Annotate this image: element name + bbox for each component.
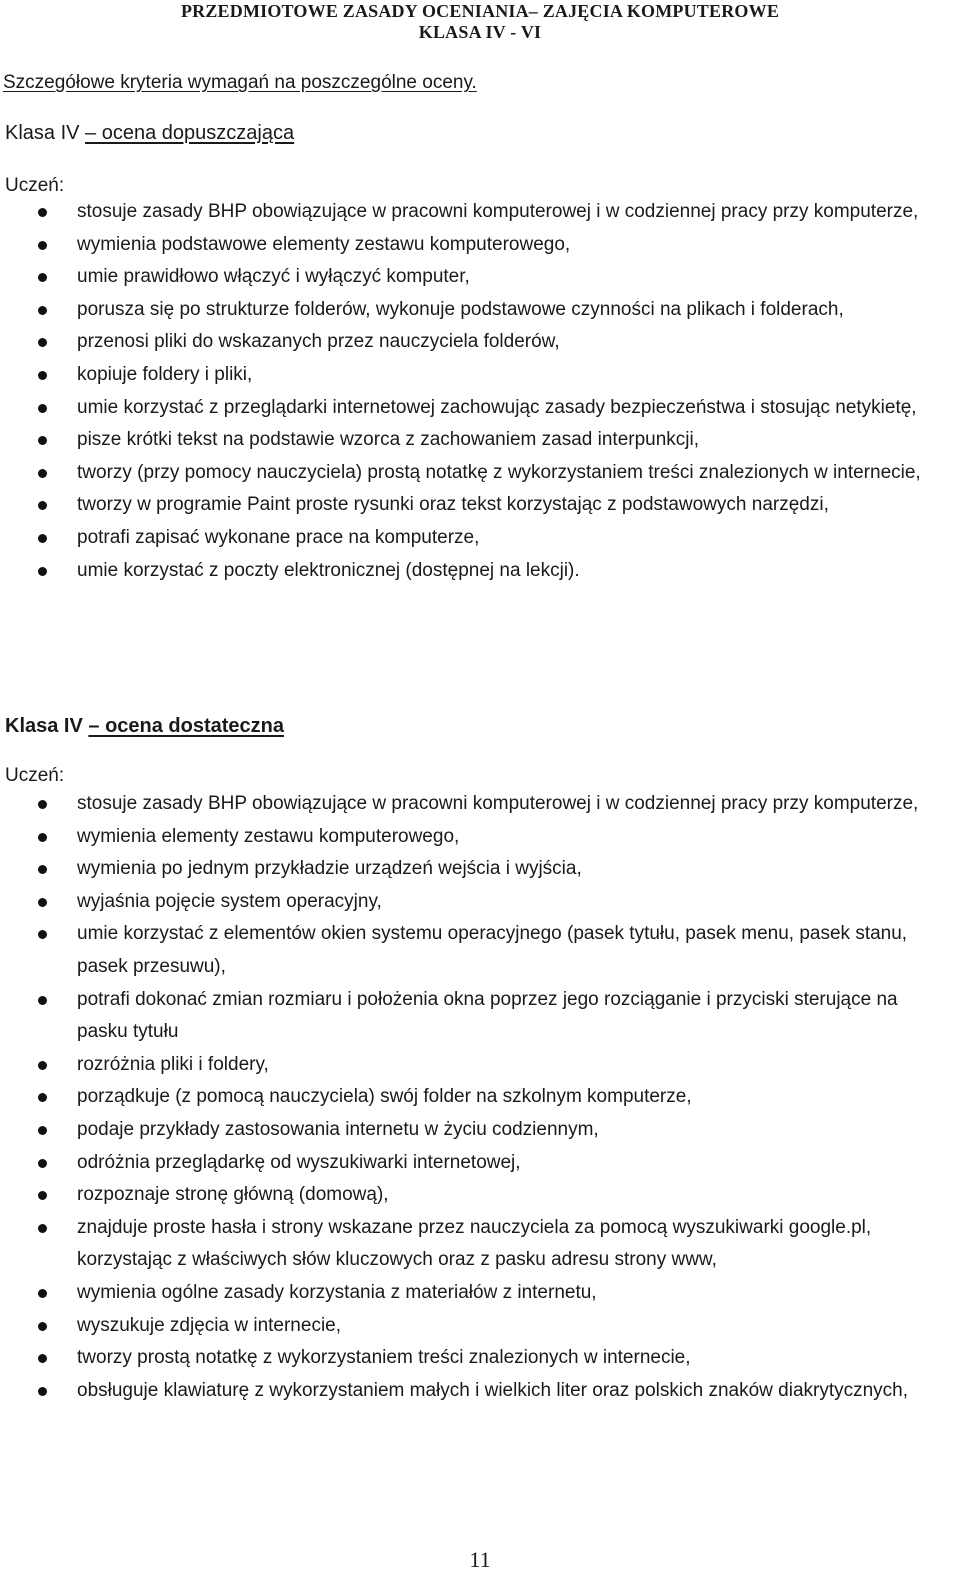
list-item (0, 392, 960, 425)
list-item-text: tworzy w programie Paint proste rysunki oraz tekst korzystając z podstawowych narzędzi, (77, 494, 829, 516)
bullet-icon (38, 1289, 47, 1298)
list-item-text: umie prawidłowo włączyć i wyłączyć komputer, (77, 266, 470, 288)
bullet-icon (38, 833, 47, 842)
list-item (0, 1277, 960, 1310)
list-item-text: przenosi pliki do wskazanych przez nauczyciela folderów, (77, 331, 560, 353)
list-item-text: stosuje zasady BHP obowiązujące w pracowni komputerowej i w codziennej pracy przy komputerze, (77, 793, 919, 814)
document-subtitle: KLASA IV - VI (418, 22, 542, 42)
list-item-text: wymienia po jednym przykładzie urządzeń wejścia i wyjścia, (77, 858, 582, 880)
list-item-text: stosuje zasady BHP obowiązujące w pracowni komputerowej i w codziennej pracy przy komputerze, (77, 201, 919, 222)
list-item (0, 1081, 960, 1114)
list-item-text: porządkuje (z pomocą nauczyciela) swój folder na szkolnym komputerze, (77, 1086, 692, 1108)
bullet-icon (38, 1093, 47, 1102)
list-item-text: tworzy prostą notatkę z wykorzystaniem treści znalezionych w internecie, (77, 1347, 691, 1369)
bullet-icon (38, 1126, 47, 1135)
criteria-list-dostateczna (0, 788, 960, 1407)
bullet-icon (38, 404, 47, 413)
bullet-icon (38, 1322, 47, 1331)
section-title-dopuszczajaca (5, 121, 294, 145)
list-item (0, 1147, 960, 1180)
list-item (0, 1212, 960, 1277)
list-item (0, 984, 960, 1049)
list-item (0, 261, 960, 294)
section-title-dostateczna (5, 714, 284, 738)
list-item-text: porusza się po strukturze folderów, wykonuje podstawowe czynności na plikach i folderach, (77, 298, 844, 320)
list-item-text: umie korzystać z elementów okien systemu operacyjnego (pasek tytułu, pasek menu, pasek stanu, pasek przesuwu), (77, 923, 908, 977)
list-item (0, 918, 960, 983)
list-item-text: wyjaśnia pojęcie system operacyjny, (77, 890, 382, 912)
bullet-icon (38, 1224, 47, 1233)
list-item (0, 489, 960, 522)
bullet-icon (38, 1191, 47, 1200)
list-item (0, 229, 960, 262)
list-item-text: umie korzystać z poczty elektronicznej (dostępnej na lekcji). (77, 559, 580, 581)
bullet-icon (38, 800, 47, 809)
list-item (0, 522, 960, 555)
list-item-text: znajduje proste hasła i strony wskazane przez nauczyciela za pomocą wyszukiwarki google.pl, korzystając z właściwych słów kluczowych oraz z pasku adresu strony www, (77, 1216, 872, 1271)
bullet-icon (38, 306, 47, 315)
bullet-icon (38, 1159, 47, 1168)
list-item-text: wymienia elementy zestawu komputerowego, (77, 825, 460, 847)
document-title: PRZEDMIOTOWE ZASADY OCENIANIA– ZAJĘCIA KOMPUTEROWE (180, 1, 780, 21)
bullet-icon (38, 534, 47, 543)
list-item-text: tworzy (przy pomocy nauczyciela) prostą notatkę z wykorzystaniem treści znalezionych w internecie, (77, 461, 921, 483)
bullet-icon (38, 208, 47, 217)
list-item (0, 359, 960, 392)
list-item-text: potrafi zapisać wykonane prace na komputerze, (77, 526, 480, 548)
bullet-icon (38, 567, 47, 576)
criteria-list-dopuszczajaca (0, 196, 960, 587)
list-item (0, 294, 960, 327)
bullet-icon (38, 241, 47, 250)
page-number: 11 (469, 1547, 491, 1572)
list-item (0, 424, 960, 457)
list-item-text: rozróżnia pliki i foldery, (77, 1053, 269, 1075)
bullet-icon (38, 1354, 47, 1363)
list-item-text: wyszukuje zdjęcia w internecie, (77, 1314, 342, 1336)
list-item-text: odróżnia przeglądarkę od wyszukiwarki internetowej, (77, 1151, 521, 1173)
page-header (0, 1, 960, 43)
student-label: Uczeń: (5, 765, 65, 786)
intro-heading: Szczegółowe kryteria wymagań na poszczególne oceny. (3, 72, 477, 93)
list-item-text: kopiuje foldery i pliki, (77, 363, 253, 385)
list-item (0, 853, 960, 886)
list-item (0, 555, 960, 588)
student-label: Uczeń: (5, 175, 65, 196)
list-item-text: wymienia ogólne zasady korzystania z materiałów z internetu, (77, 1281, 597, 1303)
list-item (0, 1342, 960, 1375)
list-item (0, 457, 960, 490)
list-item (0, 788, 960, 821)
list-item (0, 1114, 960, 1147)
list-item (0, 326, 960, 359)
bullet-icon (38, 996, 47, 1005)
list-item (0, 821, 960, 854)
list-item (0, 886, 960, 919)
bullet-icon (38, 898, 47, 907)
bullet-icon (38, 273, 47, 282)
list-item (0, 1179, 960, 1212)
bullet-icon (38, 469, 47, 478)
list-item-text: pisze krótki tekst na podstawie wzorca z zachowaniem zasad interpunkcji, (77, 429, 700, 451)
bullet-icon (38, 930, 47, 939)
list-item-text: podaje przykłady zastosowania internetu w życiu codziennym, (77, 1118, 599, 1140)
list-item-text: obsługuje klawiaturę z wykorzystaniem małych i wielkich liter oraz polskich znaków diakrytycznych, (77, 1379, 909, 1401)
list-item (0, 1375, 960, 1408)
list-item-text: potrafi dokonać zmian rozmiaru i położenia okna poprzez jego rozciąganie i przyciski sterujące na pasku tytułu (77, 988, 898, 1043)
bullet-icon (38, 865, 47, 874)
section-title-text: Klasa IV – ocena dopuszczająca (5, 122, 295, 144)
list-item-text: wymienia podstawowe elementy zestawu komputerowego, (77, 233, 571, 255)
list-item (0, 1310, 960, 1343)
bullet-icon (38, 436, 47, 445)
bullet-icon (38, 501, 47, 510)
list-item-text: umie korzystać z przeglądarki internetowej zachowując zasady bezpieczeństwa i stosując netykietę, (77, 396, 917, 418)
section-title-text: Klasa IV – ocena dostateczna (5, 715, 285, 737)
list-item-text: rozpoznaje stronę główną (domową), (77, 1184, 389, 1206)
list-item (0, 196, 960, 229)
bullet-icon (38, 1061, 47, 1070)
bullet-icon (38, 1387, 47, 1396)
list-item (0, 1049, 960, 1082)
bullet-icon (38, 371, 47, 380)
bullet-icon (38, 338, 47, 347)
